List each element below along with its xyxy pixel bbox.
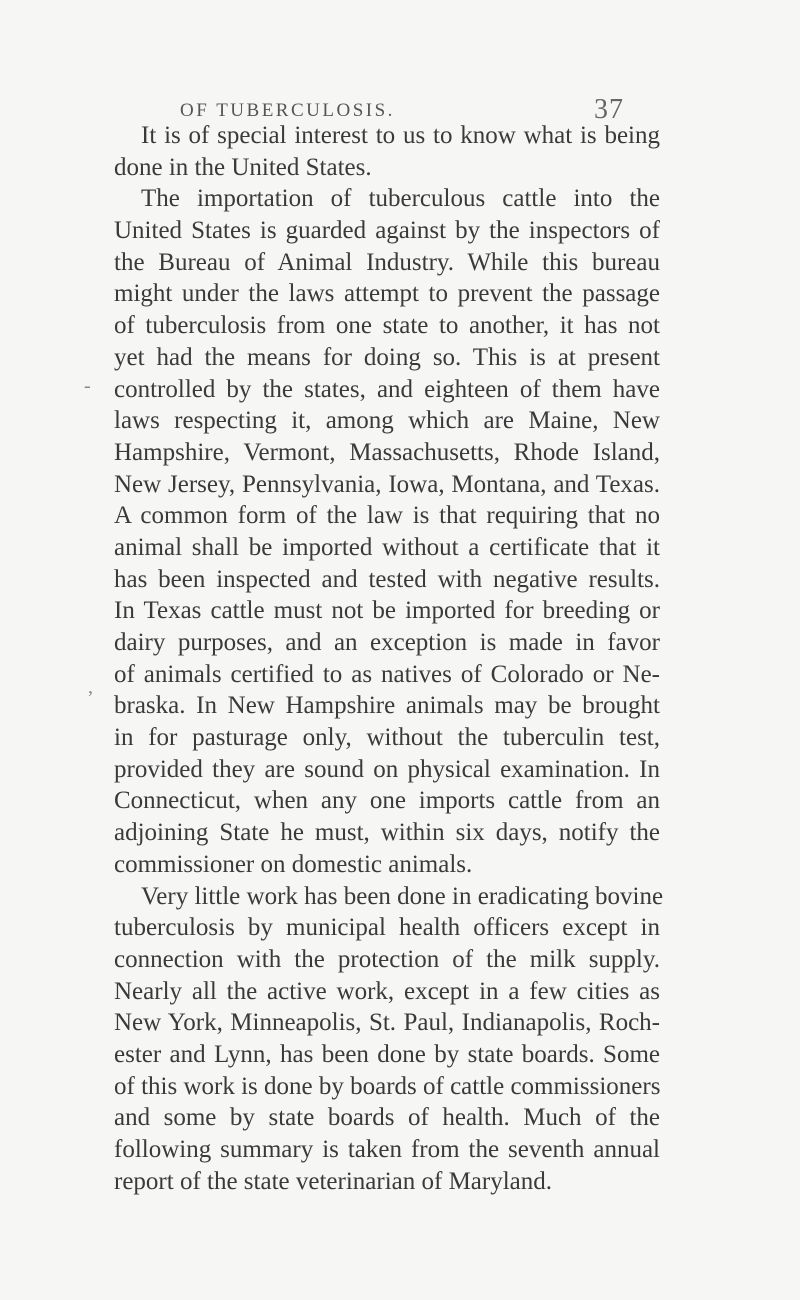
text-line: In Texas cattle must not be imported for breeding or bbox=[114, 597, 660, 625]
text-line: has been inspected and tested with negative results. bbox=[114, 565, 660, 593]
text-line: ester and Lynn, has been done by state boards. Some bbox=[114, 1040, 660, 1068]
margin-mark: ‑ bbox=[84, 375, 91, 397]
margin-mark: , bbox=[88, 676, 93, 698]
text-line: New York, Minneapolis, St. Paul, Indianapolis, Roch- bbox=[114, 1009, 660, 1037]
text-line: of tuberculosis from one state to another, it has not bbox=[114, 312, 660, 340]
text-line: done in the United States. bbox=[114, 153, 372, 181]
text-line: Nearly all the active work, except in a few cities as bbox=[114, 977, 660, 1005]
text-line: Connecticut, when any one imports cattle from an bbox=[114, 787, 660, 815]
text-line: Very little work has been done in eradicating bovine bbox=[141, 882, 664, 910]
page-number: 37 bbox=[594, 94, 624, 125]
text-line: of animals certified to as natives of Colorado or Ne- bbox=[114, 660, 660, 688]
text-line: Hampshire, Vermont, Massachusetts, Rhode Island, bbox=[114, 438, 660, 466]
text-line: might under the laws attempt to prevent the passage bbox=[114, 280, 660, 308]
text-line: The importation of tuberculous cattle into the bbox=[141, 185, 660, 213]
text-line: commissioner on domestic animals. bbox=[114, 850, 473, 878]
text-line: following summary is taken from the seventh annual bbox=[114, 1136, 660, 1163]
text-line: in for pasturage only, without the tuberculin test, bbox=[114, 724, 660, 752]
text-line: of this work is done by boards of cattle commissioners bbox=[114, 1072, 661, 1100]
text-line: provided they are sound on physical examination. In bbox=[114, 755, 660, 783]
text-line: yet had the means for doing so. This is at present bbox=[114, 343, 660, 371]
text-line: A common form of the law is that requiring that no bbox=[114, 502, 660, 530]
text-line: adjoining State he must, within six days, notify the bbox=[114, 819, 660, 847]
text-line: tuberculosis by municipal health officers except in bbox=[114, 914, 660, 942]
body-text bbox=[114, 120, 664, 1197]
text-line: controlled by the states, and eighteen of them have bbox=[114, 375, 660, 403]
text-line: braska. In New Hampshire animals may be brought bbox=[114, 692, 660, 720]
text-line: connection with the protection of the milk supply. bbox=[114, 945, 660, 973]
text-line: laws respecting it, among which are Maine, New bbox=[114, 407, 660, 435]
running-head: OF TUBERCULOSIS. bbox=[180, 100, 395, 121]
text-line: animal shall be imported without a certificate that it bbox=[114, 533, 660, 561]
text-line: United States is guarded against by the inspectors of bbox=[114, 217, 660, 245]
text-line: New Jersey, Pennsylvania, Iowa, Montana, and Texas. bbox=[114, 470, 660, 498]
text-line: dairy purposes, and an exception is made in favor bbox=[114, 629, 660, 656]
text-line: It is of special interest to us to know what is being bbox=[141, 122, 660, 149]
text-line: and some by state boards of health. Much of the bbox=[114, 1104, 660, 1132]
text-line: the Bureau of Animal Industry. While this bureau bbox=[114, 248, 660, 276]
text-line: report of the state veterinarian of Maryland. bbox=[114, 1167, 553, 1195]
